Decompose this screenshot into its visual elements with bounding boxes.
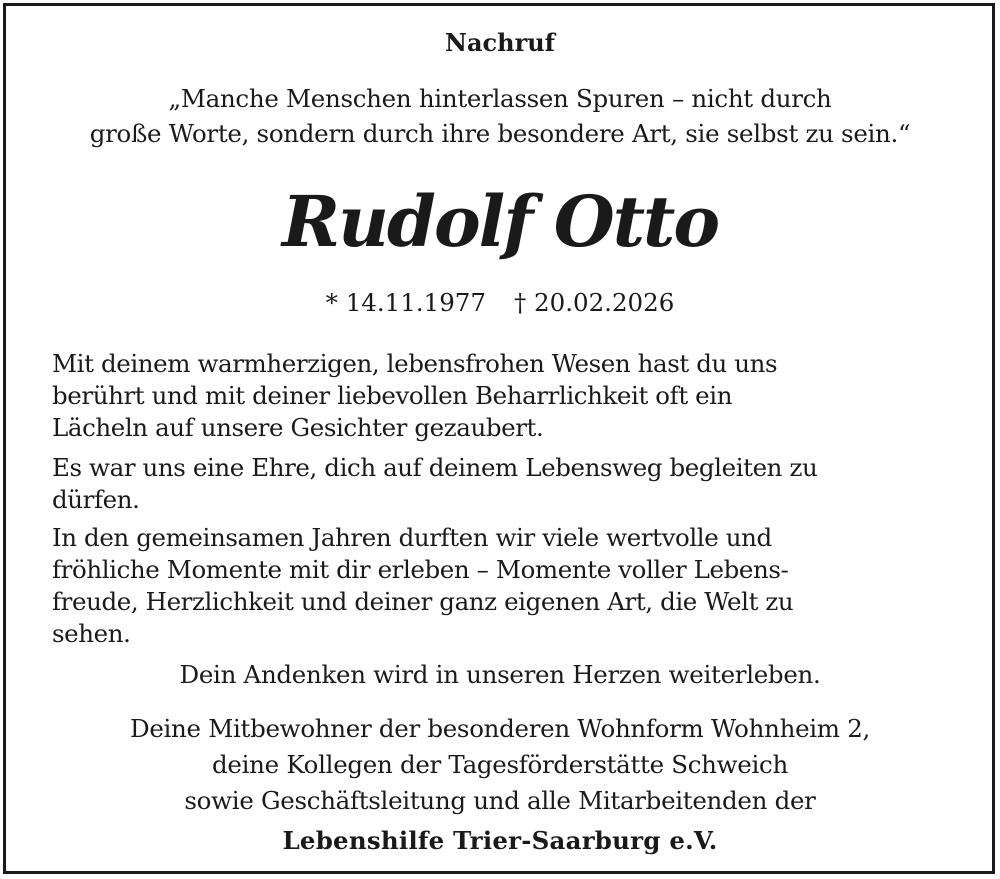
- paragraph-line: In den gemeinsamen Jahren durften wir viele wertvolle und: [52, 523, 772, 552]
- signature-line-2: deine Kollegen der Tagesförderstätte Schweich: [212, 750, 788, 779]
- life-dates: [0, 288, 1000, 317]
- birth-date: * 14.11.1977: [325, 288, 486, 317]
- death-date: † 20.02.2026: [514, 288, 675, 317]
- paragraph-1: [52, 348, 952, 444]
- notice-heading: Nachruf: [445, 28, 555, 57]
- organization-name: Lebenshilfe Trier-Saarburg e.V.: [282, 826, 718, 855]
- signature-line-3: sowie Geschäftsleitung und alle Mitarbeitenden der: [184, 786, 816, 815]
- paragraph-line: berührt und mit deiner liebevollen Beharrlichkeit oft ein: [52, 381, 733, 410]
- paragraph-line: freude, Herzlichkeit und deiner ganz eigenen Art, die Welt zu: [52, 587, 794, 616]
- paragraph-line: Lächeln auf unsere Gesichter gezaubert.: [52, 413, 544, 442]
- signature-line-1: Deine Mitbewohner der besonderen Wohnform Wohnheim 2,: [129, 714, 870, 743]
- paragraph-line: Mit deinem warmherzigen, lebensfrohen Wesen hast du uns: [52, 349, 778, 378]
- paragraph-3: [52, 522, 952, 650]
- paragraph-line: dürfen.: [52, 485, 140, 514]
- paragraph-line: fröhliche Momente mit dir erleben – Momente voller Lebens-: [52, 555, 789, 584]
- quote-line-1: „Manche Menschen hinterlassen Spuren – nicht durch: [168, 84, 832, 113]
- deceased-name: Rudolf Otto: [281, 180, 719, 263]
- quote-line-2: große Worte, sondern durch ihre besondere Art, sie selbst zu sein.“: [89, 119, 911, 148]
- memory-line: Dein Andenken wird in unseren Herzen weiterleben.: [179, 660, 821, 689]
- paragraph-2: [52, 452, 952, 516]
- paragraph-line: sehen.: [52, 619, 131, 648]
- paragraph-line: Es war uns eine Ehre, dich auf deinem Lebensweg begleiten zu: [52, 453, 818, 482]
